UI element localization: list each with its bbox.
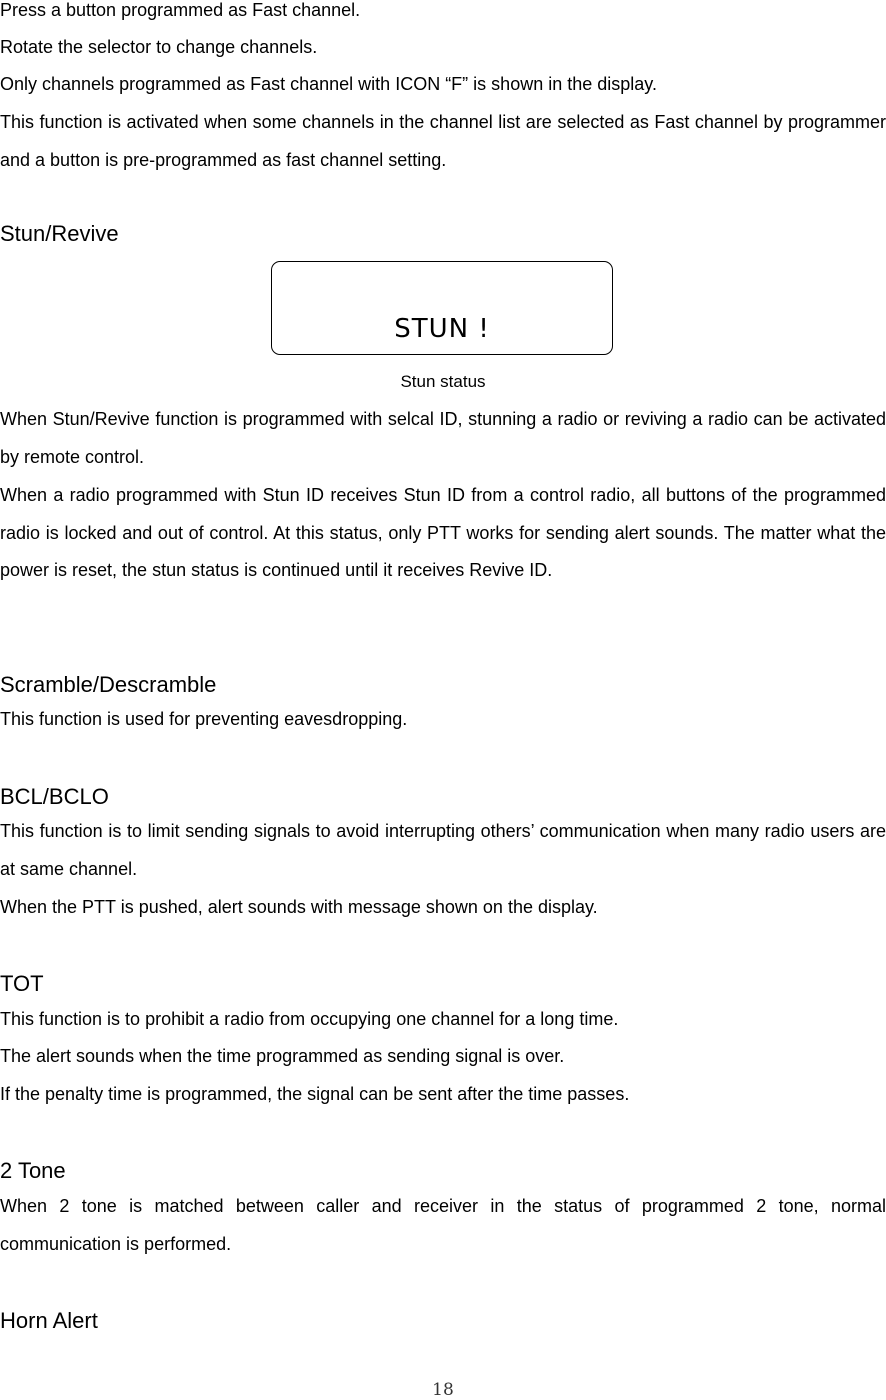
two-tone-heading: 2 Tone	[0, 1158, 66, 1183]
stun-paragraph-2: When a radio programmed with Stun ID receives Stun ID from a control radio, all buttons of the programmed radio is locked and out of control. At this status, only PTT works for sending alert sounds. The matter what the power is reset, the stun status is continued until it receives Revive ID.	[0, 485, 886, 580]
intro-paragraph: This function is activated when some channels in the channel list are selected as Fast channel by programmer and a button is pre-programmed as fast channel setting.	[0, 112, 886, 170]
page-number: 18	[432, 1380, 454, 1400]
intro-line-2: Rotate the selector to change channels.	[0, 37, 318, 57]
intro-line-1: Press a button programmed as Fast channel.	[0, 0, 361, 20]
stun-display-box	[271, 261, 613, 355]
bcl-paragraph-2: When the PTT is pushed, alert sounds with message shown on the display.	[0, 897, 598, 917]
horn-alert-heading: Horn Alert	[0, 1308, 98, 1333]
scramble-paragraph: This function is used for preventing eavesdropping.	[0, 709, 408, 729]
bcl-heading: BCL/BCLO	[0, 784, 109, 809]
bcl-paragraph-1: This function is to limit sending signals to avoid interrupting others’ communication when many radio users are at same channel.	[0, 821, 886, 879]
tot-paragraph-3: If the penalty time is programmed, the signal can be sent after the time passes.	[0, 1084, 630, 1104]
stun-display-text: STUN !	[394, 314, 490, 344]
stun-paragraph-1: When Stun/Revive function is programmed with selcal ID, stunning a radio or reviving a radio can be activated by remote control.	[0, 409, 886, 467]
intro-line-3: Only channels programmed as Fast channel with ICON “F” is shown in the display.	[0, 74, 657, 94]
stun-status-caption: Stun status	[400, 372, 486, 391]
two-tone-paragraph: When 2 tone is matched between caller and receiver in the status of programmed 2 tone, normal communication is performed.	[0, 1196, 886, 1254]
scramble-heading: Scramble/Descramble	[0, 672, 217, 697]
tot-paragraph-2: The alert sounds when the time programmed as sending signal is over.	[0, 1046, 565, 1066]
tot-paragraph-1: This function is to prohibit a radio from occupying one channel for a long time.	[0, 1009, 619, 1029]
stun-revive-heading: Stun/Revive	[0, 221, 119, 246]
tot-heading: TOT	[0, 971, 44, 996]
